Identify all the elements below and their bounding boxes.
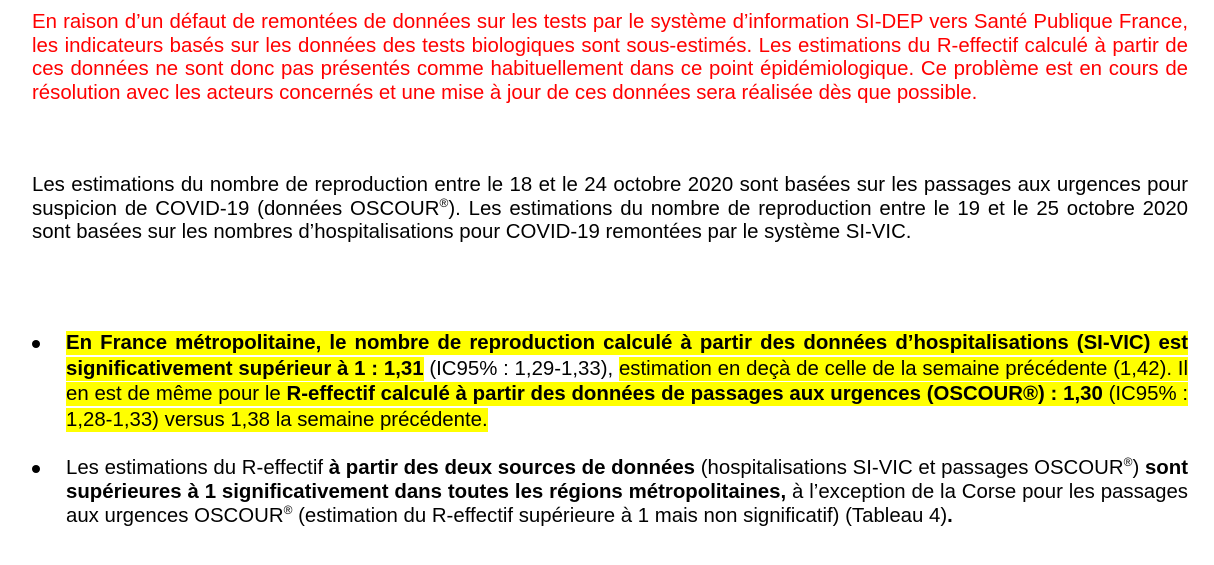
bullet2-bold-3: . (947, 505, 953, 527)
registered-mark: ® (283, 503, 293, 517)
bullet1-text-1: (IC95% : 1,29-1,33), (423, 357, 619, 380)
bullet1-bold-2: R-effectif calculé à partir des données de passages aux urgences (OSCOUR®) : 1,30 (286, 383, 1103, 405)
list-item-france-metropolitaine (32, 331, 1188, 433)
warning-text: En raison d’un défaut de remontées de données sur les tests par le système d’information SI-DEP vers Santé Publique France, les indicateurs basés sur les données des tests biologiques sont sous-estimés. Les estimations du R-effectif calculé à partir de ces données ne sont donc pas présentés comme habituellement dans ce point épidémiologique. Ce problème est en cours de résolution avec les acteurs concernés et une mise à jour de ces données sera réalisée dès que possible. (32, 11, 1188, 104)
list-item-regions (32, 456, 1188, 528)
bullet2-text-2: (hospitalisations SI-VIC et passages OSCOUR (695, 457, 1124, 479)
bullet-icon (32, 340, 40, 348)
bullet2-text-3: ) (1132, 457, 1145, 479)
data-issue-warning (32, 11, 1188, 105)
reproduction-intro-paragraph (32, 174, 1188, 245)
registered-mark: ® (1123, 455, 1133, 469)
bullet1-text-3: (IC95% : 1,28-1,33) versus 1,38 la semaine précédente. (66, 383, 1189, 431)
registered-mark: ® (439, 195, 449, 210)
bullet2-bold-1: à partir des deux sources de données (328, 457, 696, 479)
bullet1-bold-1: En France métropolitaine, le nombre de reproduction calculé à partir des données d’hospitalisations (SI-VIC) est significativement supérieur à 1 : 1,31 (66, 332, 1188, 380)
bullet2-text-4: à l’exception de la Corse pour les passages aux urgences OSCOUR (66, 481, 1188, 527)
bullet2-text-5: (estimation du R-effectif supérieure à 1 mais non significatif) (Tableau 4) (292, 505, 948, 527)
bullet1-text-2: estimation en deçà de celle de la semaine précédente (1,42). Il en est de même pour le (66, 357, 1189, 405)
bullet2-bold-2: sont supérieures à 1 significativement dans toutes les régions métropolitaines, (66, 457, 1188, 503)
bullet-icon (32, 465, 40, 473)
intro-text-2: ). Les estimations du nombre de reproduction entre le 19 et le 25 octobre 2020 sont basées sur les nombres d’hospitalisations pour COVID-19 remontées par le système SI-VIC. (32, 197, 1188, 243)
bullet2-text-1: Les estimations du R-effectif (66, 457, 329, 479)
intro-text-1: Les estimations du nombre de reproduction entre le 18 et le 24 octobre 2020 sont basées sur les passages aux urgences pour suspicion de COVID-19 (données OSCOUR (32, 174, 1188, 220)
